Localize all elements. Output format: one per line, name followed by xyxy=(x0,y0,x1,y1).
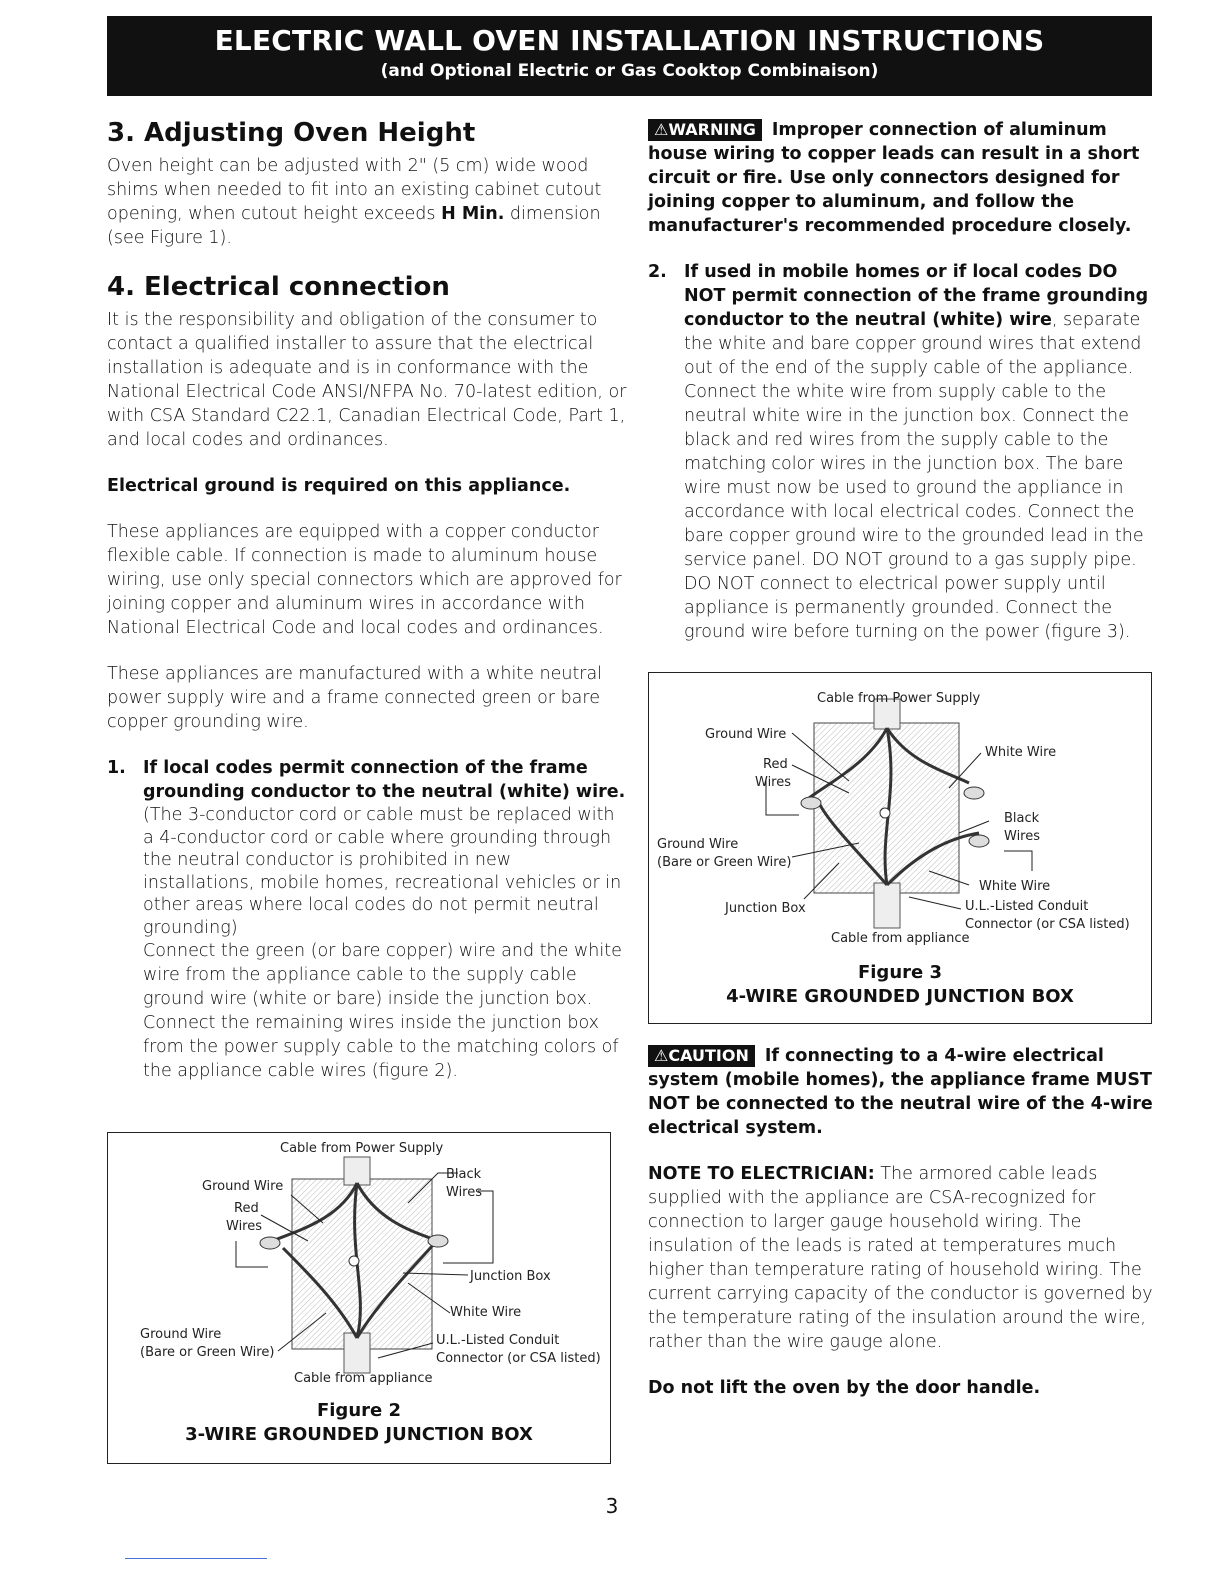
warning-icon: ⚠ xyxy=(654,120,669,139)
list-number: 2. xyxy=(648,262,667,282)
figure-2-caption xyxy=(108,1399,610,1447)
fig3-label-red: Red xyxy=(763,757,788,772)
door-handle-warning: Do not lift the oven by the door handle. xyxy=(648,1378,1041,1398)
section-4-intro: It is the responsibility and obligation of the consumer to contact a qualified installer to assure that the electrical installation is adequate and is in conformance with the National Electrical Code ANSI/NFPA No. 70-latest edition, or with CSA Standard C22.1, Canadian Electrical Code, Part 1, and local codes and ordinances. xyxy=(107,310,627,450)
section-3-heading: 3. Adjusting Oven Height xyxy=(107,118,476,148)
ground-required-note: Electrical ground is required on this appliance. xyxy=(107,476,571,496)
fig3-label-cable-bottom: Cable from appliance xyxy=(831,931,970,946)
page-header xyxy=(107,16,1152,96)
fig2-label-white-wire: White Wire xyxy=(450,1305,522,1320)
list-item-1 xyxy=(107,756,627,1083)
right-column-lower xyxy=(648,1044,1153,1400)
left-column xyxy=(107,118,627,1083)
list-item-2 xyxy=(648,260,1153,644)
fig3-label-connector: Connector (or CSA listed) xyxy=(965,917,1130,932)
footer-link-line xyxy=(125,1558,267,1559)
item-1-heading: If local codes permit connection of the frame grounding conductor to the neutral (white) wire. xyxy=(143,758,626,802)
right-column xyxy=(648,118,1153,644)
fig2-label-connector: Connector (or CSA listed) xyxy=(436,1351,601,1366)
fig2-label-black-wires: Wires xyxy=(446,1185,483,1200)
fig2-label-junction-box: Junction Box xyxy=(470,1269,551,1284)
fig3-label-cable-top: Cable from Power Supply xyxy=(817,691,981,706)
warning-block: ⚠WARNING Improper connection of aluminum house wiring to copper leads can result in a short circuit or fire. Use only connectors designed for joining copper to aluminum, and follow the manufacturer's recommended procedure closely. xyxy=(648,120,1140,236)
fig2-label-black: Black xyxy=(446,1167,482,1182)
document-subtitle: (and Optional Electric or Gas Cooktop Combinaison) xyxy=(380,61,879,81)
fig2-label-red-wires: Wires xyxy=(226,1219,263,1234)
caution-badge: ⚠CAUTION xyxy=(648,1045,755,1067)
figure-2-title: 3-WIRE GROUNDED JUNCTION BOX xyxy=(185,1424,533,1445)
figure-3-number: Figure 3 xyxy=(857,962,943,983)
item-1-text: (The 3-conductor cord or cable must be replaced with a 4-conductor cord or cable where grounding through the neutral conductor is prohibited in new installations, mobile homes, recreational vehicles or in other areas where local codes do not permit neutral grounding) xyxy=(143,805,622,938)
page-number: 3 xyxy=(605,1494,619,1518)
copper-conductor-text: These appliances are equipped with a copper conductor flexible cable. If connection is made to aluminum house wiring, use only special connectors which are approved for joining copper and aluminum wires in accordance with National Electrical Code and local codes and ordinances. xyxy=(107,522,622,638)
warning-badge: ⚠WARNING xyxy=(648,119,762,141)
fig3-label-white-wire-top: White Wire xyxy=(985,745,1057,760)
fig2-label-ground-wire: Ground Wire xyxy=(202,1179,284,1194)
caution-icon: ⚠ xyxy=(654,1046,669,1065)
fig3-label-ul-conduit: U.L.-Listed Conduit xyxy=(965,899,1089,914)
item-2-text: If used in mobile homes or if local codes DO NOT permit connection of the frame grounding conductor to the neutral (white) wire, separate the white and bare copper ground wires that extend out of the end of the supply cable of the appliance. Connect the white wire from supply cable to the neutral white wire in the junction box. Connect the black and red wires from the supply cable to the matching color wires in the junction box. The bare wire must now be used to ground the appliance in accordance with local electrical codes. Connect the bare copper ground wire to the grounded lead in the service panel. DO NOT ground to a gas supply pipe. DO NOT connect to electrical power supply until appliance is permanently grounded. Connect the ground wire before turning on the power (figure 3). xyxy=(684,262,1149,642)
figure-3-box xyxy=(648,672,1152,1024)
fig2-label-cable-top: Cable from Power Supply xyxy=(280,1141,444,1156)
fig3-label-red-wires: Wires xyxy=(755,775,792,790)
item-1-instructions: Connect the green (or bare copper) wire and the white wire from the appliance cable to the supply cable ground wire (white or bare) inside the junction box. Connect the remaining wires inside the junction box from the power supply cable to the matching colors of the appliance cable wires (figure 2). xyxy=(143,941,622,1081)
fig2-label-red: Red xyxy=(234,1201,259,1216)
section-3-text: Oven height can be adjusted with 2" (5 cm) wide wood shims when needed to fit into an existing cabinet cutout opening, when cutout height exceeds H Min. dimension (see Figure 1). xyxy=(107,156,602,248)
fig3-label-white-wire: White Wire xyxy=(979,879,1051,894)
figure-3-title: 4-WIRE GROUNDED JUNCTION BOX xyxy=(726,986,1074,1007)
section-4-heading: 4. Electrical connection xyxy=(107,272,450,302)
note-to-electrician: NOTE TO ELECTRICIAN: The armored cable leads supplied with the appliance are CSA-recognized for connection to larger gauge household wiring. The insulation of the leads is rated at temperatures much higher than temperature rating of household wiring. The current carrying capacity of the conductor is governed by the temperature rating of the insulation around the wire, rather than the wire gauge alone. xyxy=(648,1164,1153,1352)
fig2-label-bare-green: (Bare or Green Wire) xyxy=(140,1345,275,1360)
neutral-wire-text: These appliances are manufactured with a white neutral power supply wire and a frame connected green or bare copper grounding wire. xyxy=(107,664,603,732)
fig3-label-black-wires: Wires xyxy=(1004,829,1041,844)
caution-block: ⚠CAUTION If connecting to a 4-wire electrical system (mobile homes), the appliance frame MUST NOT be connected to the neutral wire of the 4-wire electrical system. xyxy=(648,1046,1153,1138)
fig2-label-ground-wire-2: Ground Wire xyxy=(140,1327,222,1342)
list-number: 1. xyxy=(107,758,126,778)
fig3-label-ground-wire-2: Ground Wire xyxy=(657,837,739,852)
figure-3-caption xyxy=(649,961,1151,1009)
figure-2-number: Figure 2 xyxy=(316,1400,402,1421)
fig2-label-ul-conduit: U.L.-Listed Conduit xyxy=(436,1333,560,1348)
fig2-label-cable-bottom: Cable from appliance xyxy=(294,1371,433,1386)
figure-2-box xyxy=(107,1132,611,1464)
document-title: ELECTRIC WALL OVEN INSTALLATION INSTRUCTIONS xyxy=(214,24,1045,57)
fig3-label-ground-wire: Ground Wire xyxy=(705,727,787,742)
fig3-label-bare-green: (Bare or Green Wire) xyxy=(657,855,792,870)
fig3-label-black: Black xyxy=(1004,811,1040,826)
fig3-label-junction-box: Junction Box xyxy=(725,901,806,916)
